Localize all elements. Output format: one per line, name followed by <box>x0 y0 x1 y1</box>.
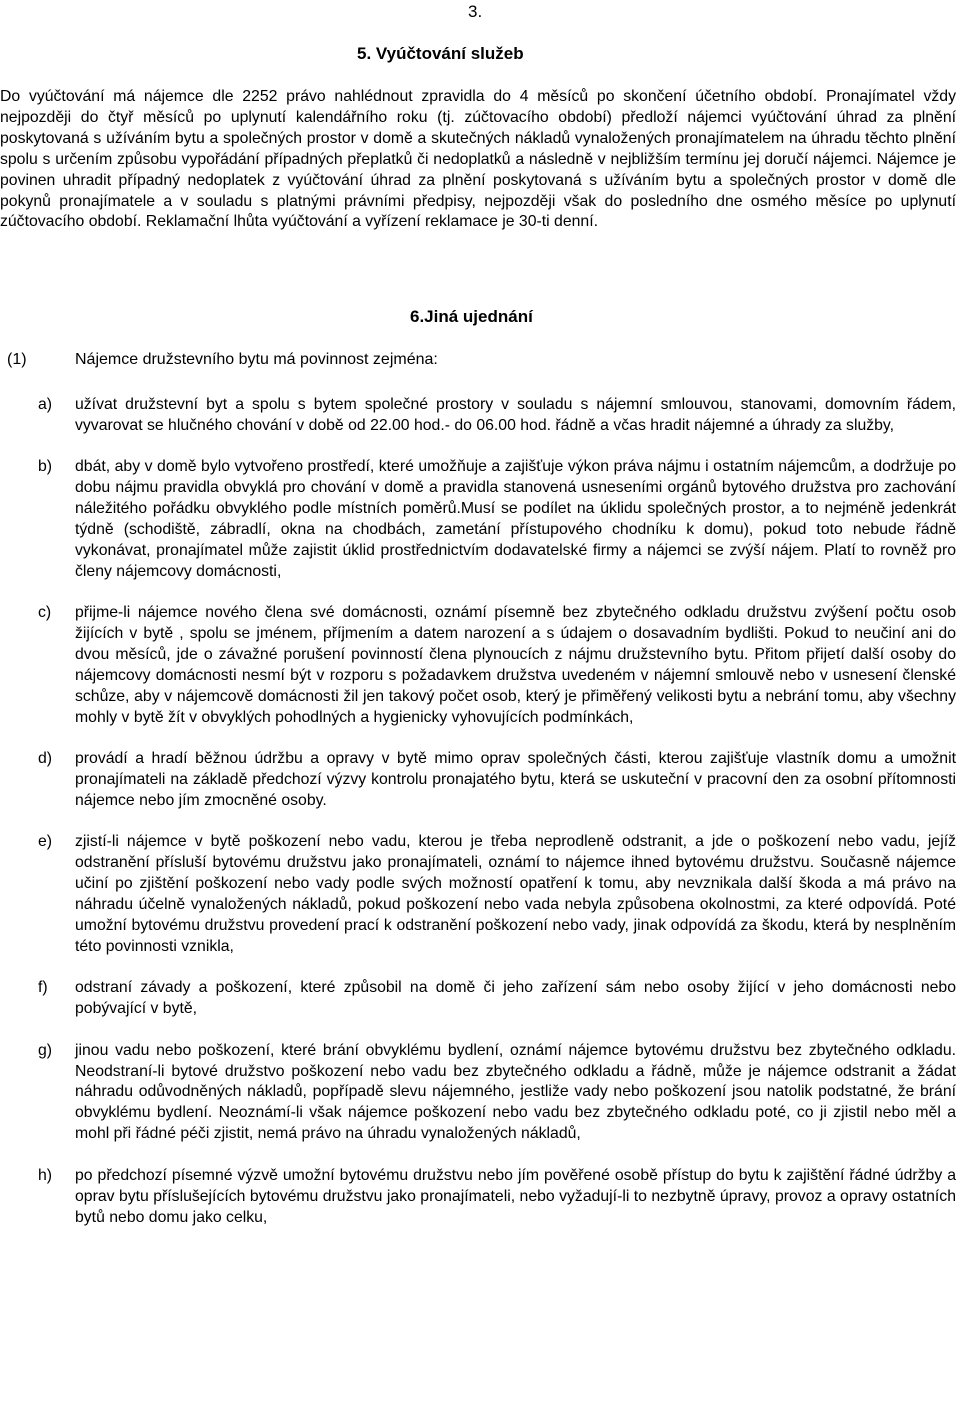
item-text: užívat družstevní byt a spolu s bytem společné prostory v souladu s nájemní smlouvou, stanovami, domovním řádem, vyvarovat se hlučného chování v době od 22.00 hod.- do 06.00 hod. řádně a včas hradit nájemné a úhrady za služby, <box>75 396 956 434</box>
item-text: zjistí-li nájemce v bytě poškození nebo vadu, kterou je třeba neprodleně odstranit, a jde o poškození nebo vadu, jejíž odstranění přísluší bytovému družstvu jako pronajímateli, oznámí to nájemce ihned bytovému družstvu. Současně nájemce učiní po zjištění poškození nebo vady podle svých možností opatření k tomu, aby nevznikala další škoda a má právo na náhradu účelně vynaložených nákladů, pokud poškození nebo vada nebyla způsobena okolnostmi, za které odpovídá. Poté umožní bytovému družstvu provedení prací k odstranění poškození nebo vady, jinak odpovídá za škodu, která by nesplněním této povinnosti vznikla, <box>75 833 956 955</box>
list-item <box>0 395 960 437</box>
item-letter: f) <box>38 979 48 997</box>
section-5-body <box>0 87 956 233</box>
item-text: jinou vadu nebo poškození, které brání obvyklému bydlení, oznámí nájemce bytovému družstvu bez zbytečného odkladu. Neodstraní-li bytové družstvo poškození nebo vadu bez zbytečného odkladu a řádně, může je nájemce odstranit a žádat náhradu odůvodněných nákladů, popřípadě slevu nájemného, jestliže vady nebo poškození jsou natolik podstatné, že brání obvyklému bydlení. Neoznámí-li však nájemce poškození nebo vadu bez zbytečného odkladu poté, co ji zjistil nebo měl a mohl při řádné péči zjistit, nemá právo na úhradu vynaložených nákladů, <box>75 1041 956 1143</box>
item-text: přijme-li nájemce nového člena své domácnosti, oznámí písemně bez zbytečného odkladu družstvu zvýšení počtu osob žijících v bytě , spolu se jménem, příjmením a datem narození a s údajem o dosavadním bydlišti. Pokud to neučiní ani do dvou měsíců, jde o závažné porušení povinností člena plynoucích z nájmu družstevního bytu. Přitom přijetí další osoby do nájemcovy domácnosti nesmí být v rozporu s požadavkem družstva uvedeném v nájemní smlouvě nebo v usnesení členské schůze, aby v nájemcově domácnosti žil jen takový počet osob, který je přiměřený velikosti bytu a nebrání tomu, aby všechny mohly v bytě žít v obvyklých pohodlných a hygienicky vyhovujících podmínkách, <box>75 604 956 726</box>
list-item <box>0 603 960 728</box>
section-6-intro <box>7 349 438 370</box>
list-item <box>0 1041 960 1146</box>
section-5-title: 5. Vyúčtování služeb <box>357 44 524 63</box>
item-letter: c) <box>38 604 52 622</box>
list-item <box>0 749 960 812</box>
item-letter: g) <box>38 1041 53 1059</box>
item-letter: d) <box>38 750 53 768</box>
section-5-paragraph: Do vyúčtování má nájemce dle 2252 právo nahlédnout zpravidla do 4 měsíců po skončení účetního období. Pronajímatel vždy nejpozději do čtyř měsíců po uplynutí kalendářního roku (tj. zúčtovacího období) předloží nájemci vyúčtování úhrad za plnění poskytovaná s užíváním bytu a společných prostor v domě a skutečných nákladů vynaložených pronajímatelem na úhradu těchto plnění spolu s určením způsobu vypořádání případných přeplatků či nedoplatků a následně v nejbližším termínu jej doručí nájemci. Nájemce je povinen uhradit případný nedoplatek z vyúčtování úhrad za plnění poskytovaná s užíváním bytu a společných prostor v domě dle pokynů pronajímatele a v souladu s platnými právními předpisy, nejpozději však do posledního dne osmého měsíce po uplynutí zúčtovacího období. Reklamační lhůta vyúčtování a vyřízení reklamace je 30-ti denní. <box>0 88 956 231</box>
item-letter: h) <box>38 1166 53 1184</box>
item-letter: b) <box>38 458 53 476</box>
item-text: odstraní závady a poškození, které způsobil na domě či jeho zařízení sám nebo osoby žijící v jeho domácnosti nebo pobývající v bytě, <box>75 979 956 1018</box>
list-item <box>0 1166 960 1229</box>
item-letter: e) <box>38 833 53 851</box>
section-6-title: 6.Jiná ujednání <box>410 307 533 326</box>
obligations-list <box>0 395 960 1249</box>
item-text: provádí a hradí běžnou údržbu a opravy v bytě mimo oprav společných části, kterou zajišťuje vlastník domu a umožnit pronajímateli na základě předchozí výzvy kontrolu pronajatého bytu, která se uskuteční v pracovní den za osobní přítomnosti nájemce nebo jím zmocněné osoby. <box>75 750 956 809</box>
intro-text: Nájemce družstevního bytu má povinnost zejména: <box>75 351 438 368</box>
page-number: 3. <box>468 2 483 21</box>
intro-number: (1) <box>7 351 27 368</box>
list-item <box>0 832 960 957</box>
item-letter: a) <box>38 396 53 413</box>
item-text: po předchozí písemné výzvě umožní bytovému družstvu nebo jím pověřené osobě přístup do bytu k zajištění řádné údržby a oprav bytu příslušejících bytovému družstvu jako pronajímateli, nebo vyžadují-li to nezbytně úpravy, provoz a opravy ostatních bytů nebo domu jako celku, <box>75 1166 956 1226</box>
item-text: dbát, aby v domě bylo vytvořeno prostředí, které umožňuje a zajišťuje výkon práva nájmu i ostatním nájemcům, a dodržuje po dobu nájmu pravidla obvyklá pro chování v domě a pravidla stanovená usneseními orgánů bytového družstva pro zachování náležitého pořádku obvyklého podle místních poměrů.Musí se podílet na úklidu společných prostor, a to nejméně jedenkrát týdně (schodiště, zábradlí, okna na chodbách, zametání přístupového chodníku k domu), pokud toto nebude řádně vykonávat, pronajímatel může zajistit úklid prostřednictvím dodavatelské firmy a nájemci se zvýší nájem. Platí to rovněž pro členy nájemcovy domácnosti, <box>75 458 956 580</box>
list-item <box>0 978 960 1020</box>
list-item <box>0 457 960 582</box>
